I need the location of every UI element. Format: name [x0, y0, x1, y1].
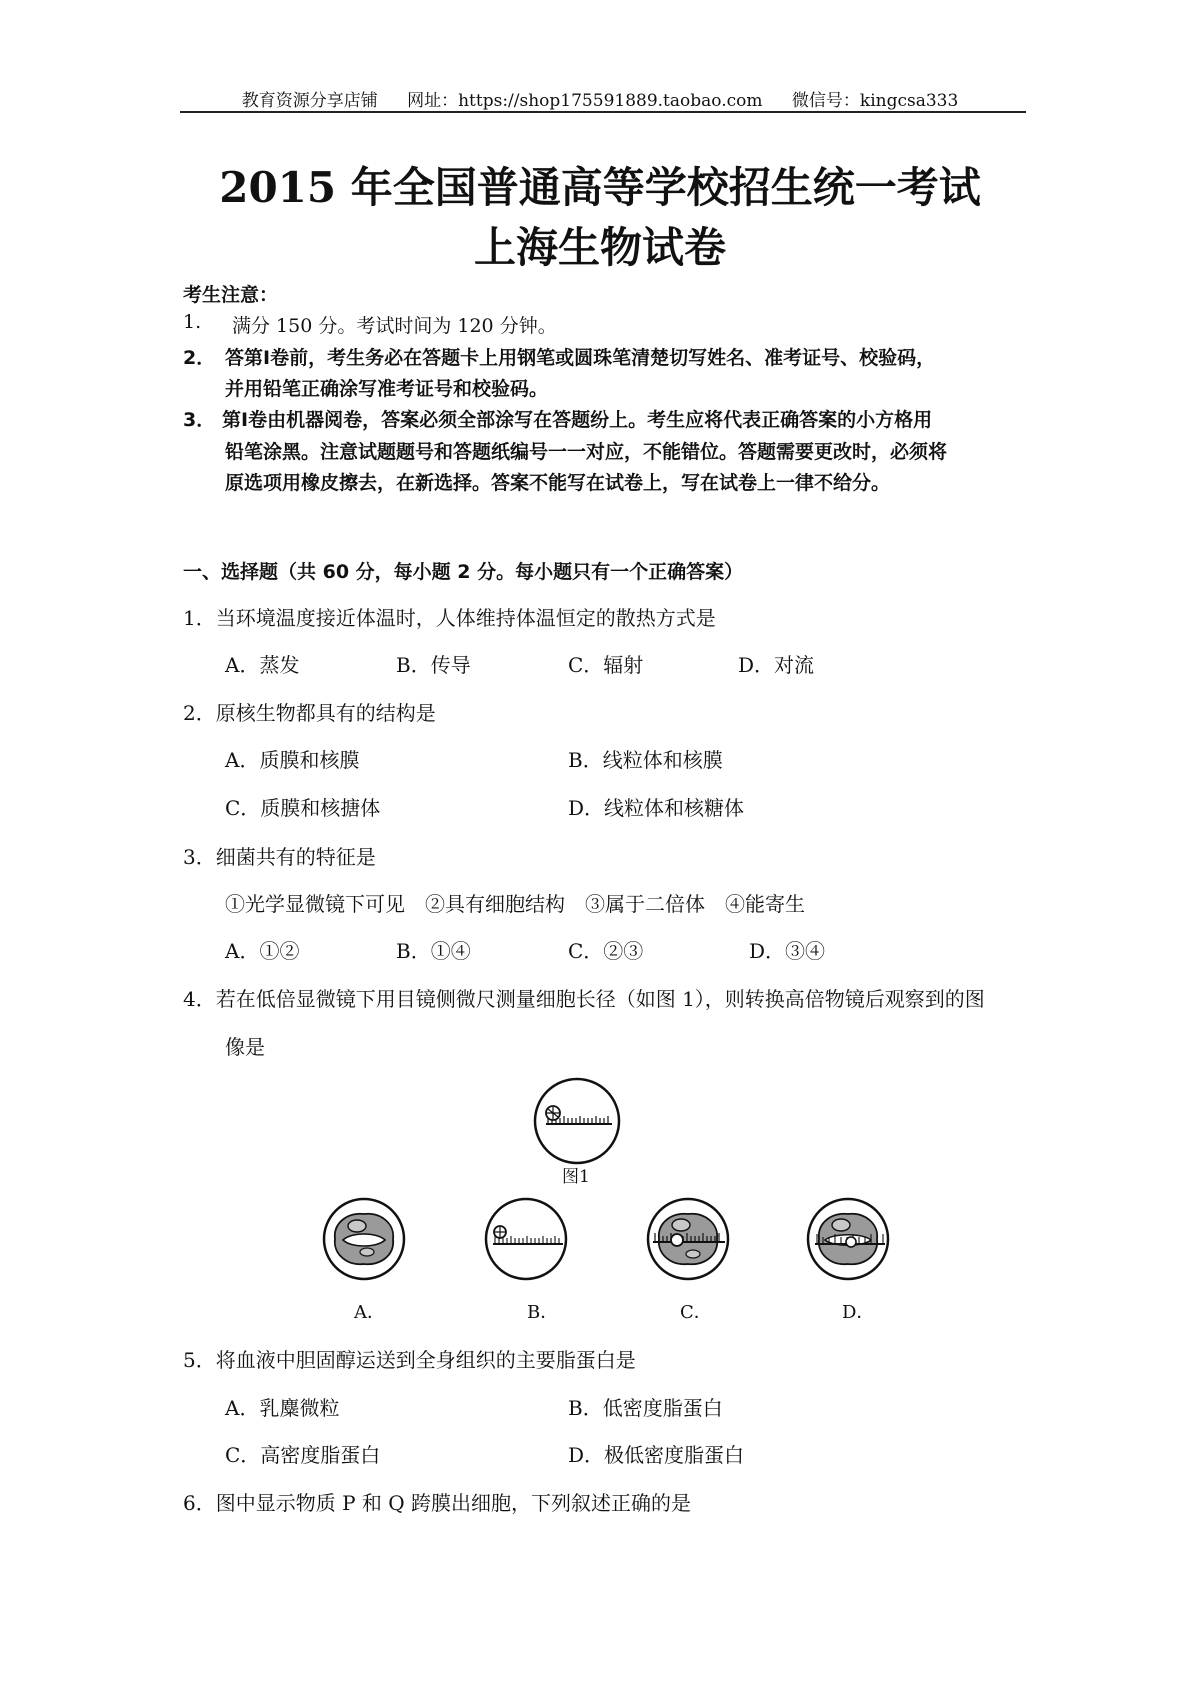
notice-item-1-text: 满分 150 分。考试时间为 120 分钟。	[232, 315, 557, 337]
notice-heading: 考生注意：	[183, 284, 279, 306]
question-2-option-d: D．线粒体和核糖体	[568, 796, 745, 820]
question-3-statements: ①光学显微镜下可见 ②具有细胞结构 ③属于二倍体 ④能寄生	[225, 892, 805, 916]
notice-item-3-line-2: 铅笔涂黑。注意试题题号和答题纸编号一一对应，不能错位。答题需要更改时，必须将	[225, 441, 948, 463]
question-1-option-b: B．传导	[396, 653, 471, 677]
question-3-option-b: B．①④	[396, 939, 471, 963]
question-5-option-b: B．低密度脂蛋白	[568, 1396, 723, 1420]
notice-item-1-num: 1.	[183, 311, 202, 333]
notice-item-3-line-3: 原选项用橡皮擦去，在新选择。答案不能写在试卷上，写在试卷上一律不给分。	[225, 472, 891, 494]
figure-1-caption: 图1	[562, 1167, 590, 1187]
figure-1-micrometer-view	[532, 1076, 622, 1166]
question-3-option-d: D．③④	[749, 939, 826, 963]
question-4-stem-continued: 像是	[225, 1035, 265, 1059]
question-4-image-c	[645, 1196, 731, 1282]
question-4-option-c: C．	[680, 1302, 712, 1323]
question-1-option-d: D．对流	[738, 653, 815, 677]
question-4-image-a	[321, 1196, 407, 1282]
section-heading: 一、选择题（共 60 分，每小题 2 分。每小题只有一个正确答案）	[183, 561, 744, 583]
question-1-stem: 1．当环境温度接近体温时，人体维持体温恒定的散热方式是	[183, 606, 716, 630]
question-5-option-c: C．高密度脂蛋白	[225, 1443, 381, 1467]
question-5-stem: 5．将血液中胆固醇运送到全身组织的主要脂蛋白是	[183, 1348, 636, 1372]
notice-item-2-line-2: 并用铅笔正确涂写准考证号和校验码。	[225, 378, 549, 400]
question-1-option-c: C．辐射	[568, 653, 644, 677]
question-4-option-b: B．	[527, 1302, 559, 1323]
question-5-option-a: A．乳麋微粒	[225, 1396, 340, 1420]
notice-item-2-num: 2．	[183, 347, 216, 369]
question-2-stem: 2．原核生物都具有的结构是	[183, 701, 436, 725]
shop-url: 网址：https://shop175591889.taobao.com	[407, 91, 763, 111]
question-4-stem: 4．若在低倍显微镜下用目镜侧微尺测量细胞长径（如图 1），则转换高倍物镜后观察到的图	[183, 987, 985, 1011]
question-4-image-d	[805, 1196, 891, 1282]
question-2-option-a: A．质膜和核膜	[225, 748, 360, 772]
notice-item-2-line-1: 答第Ⅰ卷前，考生务必在答题卡上用钢笔或圆珠笔清楚切写姓名、准考证号、校验码，	[225, 347, 936, 369]
question-3-stem: 3．细菌共有的特征是	[183, 845, 376, 869]
question-4-option-a: A．	[354, 1302, 385, 1323]
notice-item-3-line-1: 第Ⅰ卷由机器阅卷，答案必须全部涂写在答题纷上。考生应将代表正确答案的小方格用	[222, 409, 933, 431]
question-2-option-c: C．质膜和核搪体	[225, 796, 381, 820]
shop-name: 教育资源分享店铺	[241, 91, 378, 111]
exam-title: 2015 年全国普通高等学校招生统一考试	[219, 163, 981, 212]
question-1-option-a: A．蒸发	[225, 653, 300, 677]
wechat-id: 微信号：kingcsa333	[791, 91, 959, 111]
page-header	[0, 86, 1200, 111]
question-6-stem: 6．图中显示物质 P 和 Q 跨膜出细胞，下列叙述正确的是	[183, 1491, 692, 1515]
exam-subtitle: 上海生物试卷	[473, 223, 726, 272]
notice-item-3-num: 3．	[183, 409, 216, 431]
question-3-option-c: C．②③	[568, 939, 644, 963]
question-5-option-d: D．极低密度脂蛋白	[568, 1443, 745, 1467]
question-2-option-b: B．线粒体和核膜	[568, 748, 723, 772]
question-3-option-a: A．①②	[225, 939, 300, 963]
header-divider	[180, 111, 1026, 113]
question-4-image-b	[483, 1196, 569, 1282]
question-4-option-d: D．	[842, 1302, 875, 1323]
